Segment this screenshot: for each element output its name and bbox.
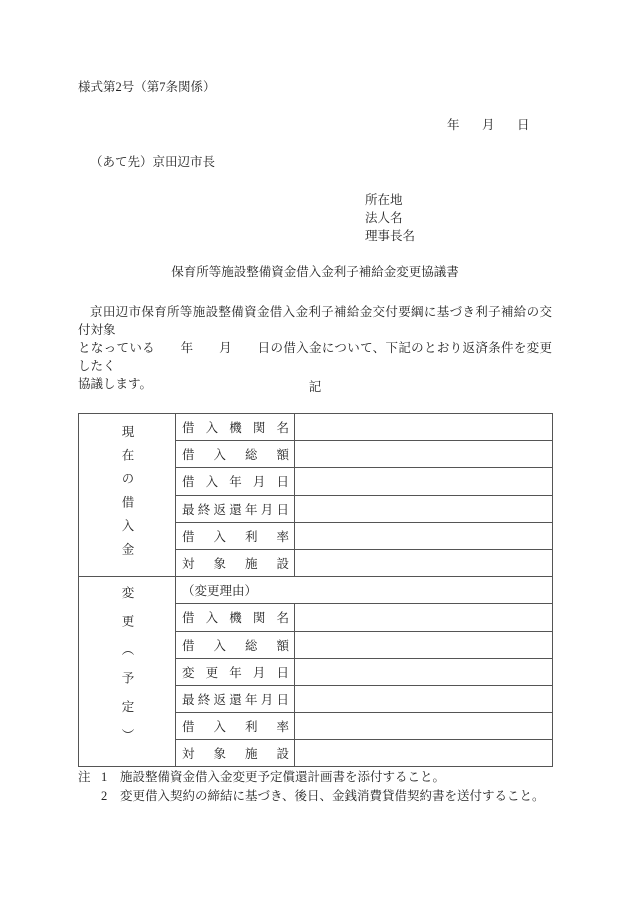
row-label-text: 最終返還年月日 [182,502,289,517]
value-cell[interactable] [295,713,553,740]
document-title: 保育所等施設整備資金借入金利子補給金変更協議書 [171,265,459,279]
group-label-text: 現在の借入金 [120,424,134,566]
value-cell[interactable] [295,522,553,549]
date-month: 月 [482,118,495,132]
change-reason-label: （変更理由） [182,584,258,599]
body-line-1: 京田辺市保育所等施設整備資金借入金利子補給金交付要綱に基づき利子補給の交付対象 [78,305,552,337]
note-num: 2 [101,789,108,803]
date-year: 年 [447,118,460,132]
row-label [176,631,295,658]
ki-heading: 記 [308,380,322,394]
value-cell[interactable] [295,549,553,576]
row-label [176,740,295,767]
note-marker: 注 [78,770,91,784]
value-cell[interactable] [295,631,553,658]
applicant-address-label: 所在地 [365,193,403,207]
note-text: 施設整備資金借入金変更予定償還計画書を添付すること。 [120,770,446,784]
table-row [79,577,553,604]
group-label-text: 変更︵予定︶ [120,586,134,758]
value-cell[interactable] [295,604,553,631]
value-cell[interactable] [295,495,553,522]
value-cell[interactable] [295,658,553,685]
row-label [176,713,295,740]
row-label [176,658,295,685]
value-cell[interactable] [295,414,553,441]
applicant-corp-name-label: 法人名 [365,211,403,225]
row-label-text: 借入総額 [182,448,289,463]
value-cell[interactable] [295,685,553,712]
row-label [176,604,295,631]
group-label [79,577,176,767]
loan-table [78,413,553,767]
row-label [176,441,295,468]
value-cell[interactable] [295,441,553,468]
row-label-text: 最終返還年月日 [182,692,289,707]
row-label [176,549,295,576]
row-label-text: 対象施設 [182,557,289,572]
date-day: 日 [517,118,530,132]
row-label-text: 借入機関名 [182,421,289,436]
value-cell[interactable] [295,740,553,767]
row-label-text: 変更年月日 [182,665,289,680]
note-text: 変更借入契約の締結に基づき、後日、金銭消費貸借契約書を送付すること。 [120,789,545,803]
applicant-chairman-label: 理事長名 [365,229,416,243]
value-cell[interactable] [295,468,553,495]
row-label [176,522,295,549]
row-label [176,495,295,522]
row-label [176,468,295,495]
body-line-3: 協議します。 [78,377,153,391]
row-label-text: 借入利率 [182,529,289,544]
row-label-text: 借入年月日 [182,475,289,490]
row-label-text: 借入利率 [182,720,289,735]
row-label-text: 借入機関名 [182,611,289,626]
note-num: 1 [101,770,108,784]
table-row [79,414,553,441]
group-label [79,414,176,577]
row-label [176,685,295,712]
row-label [176,414,295,441]
row-label-text: 借入総額 [182,638,289,653]
body-line-2: となっている 年 月 日の借入金について、下記のとおり返済条件を変更したく [78,341,552,373]
addressee: （あて先）京田辺市長 [90,155,216,169]
change-reason-cell[interactable] [176,577,553,604]
row-label-text: 対象施設 [182,747,289,762]
form-number: 様式第2号（第7条関係） [78,80,216,94]
